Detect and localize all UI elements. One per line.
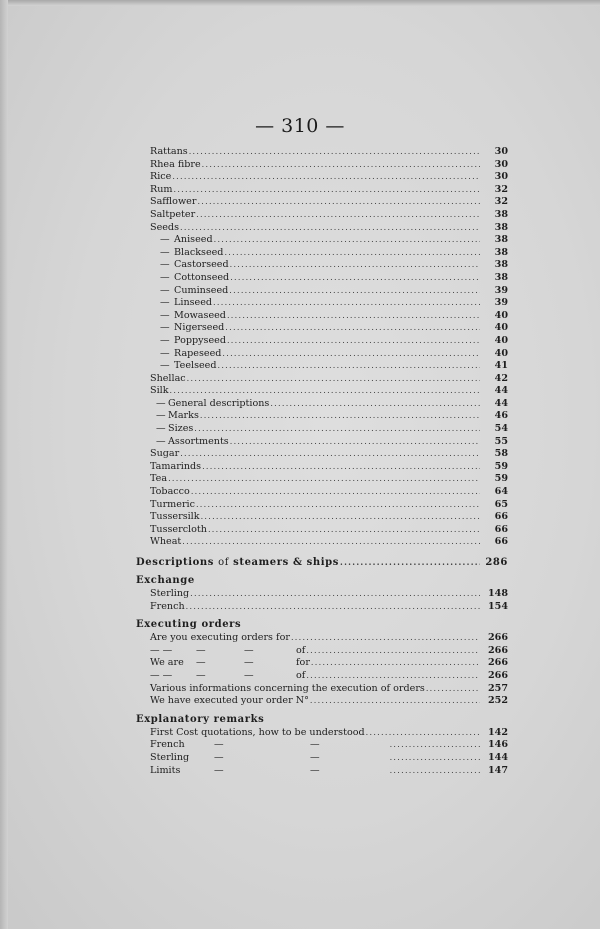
leader-dots <box>390 739 480 752</box>
leader-dots <box>214 234 480 247</box>
leader-dots <box>291 632 480 645</box>
entry-label: Wheat <box>150 536 182 548</box>
leader-dots <box>168 473 480 486</box>
index-entry <box>150 146 508 159</box>
leader-dots <box>270 398 480 411</box>
entry-page: 38 <box>494 221 508 233</box>
entry-label-bold: Descriptions <box>136 557 215 568</box>
index-entry <box>150 222 508 235</box>
entry-page: 266 <box>487 644 508 656</box>
entry-page: 46 <box>494 410 508 422</box>
entry-label: Linseed <box>174 297 213 309</box>
ditto-dash: — <box>310 751 320 763</box>
entry-label: French <box>150 600 185 612</box>
entry-label: First Cost quotations, how to be understood <box>150 726 365 738</box>
leader-dots <box>230 272 480 285</box>
index-list <box>136 146 508 777</box>
entry-label: Sugar <box>150 448 180 460</box>
leader-dots <box>202 461 480 474</box>
ditto-dash: — <box>160 234 170 246</box>
entry-page: 38 <box>494 208 508 220</box>
leader-dots <box>227 335 480 348</box>
entry-page: 40 <box>494 347 508 359</box>
entry-label: Tea <box>150 473 168 485</box>
leader-dots <box>180 448 480 461</box>
entry-page: 252 <box>487 695 508 707</box>
index-entry <box>150 322 508 335</box>
index-entry <box>150 360 508 373</box>
ditto-dash: — <box>150 669 160 681</box>
leader-dots <box>222 348 480 361</box>
entry-page: 147 <box>487 764 508 776</box>
index-entry <box>150 752 508 765</box>
index-entry <box>150 410 508 423</box>
entry-label: Rice <box>150 171 172 183</box>
ditto-dash: — <box>160 246 170 258</box>
ditto-dash: — <box>162 669 173 681</box>
leader-dots <box>227 310 480 323</box>
leader-dots <box>390 752 480 765</box>
entry-label: Seeds <box>150 221 179 233</box>
index-entry <box>150 196 508 209</box>
entry-label: Various informations concerning the execution of orders <box>150 682 425 694</box>
entry-label-mid: of <box>218 557 230 568</box>
entry-page: 59 <box>494 473 508 485</box>
leader-dots <box>174 184 481 197</box>
leader-dots <box>426 683 480 696</box>
leader-dots <box>191 486 480 499</box>
index-entry <box>150 486 508 499</box>
index-entry <box>150 739 508 752</box>
entry-label: Marks <box>168 410 199 422</box>
leader-dots <box>208 524 480 537</box>
entry-page: 154 <box>487 600 508 612</box>
entry-label: Rapeseed <box>174 347 222 359</box>
leader-dots <box>172 171 480 184</box>
entry-page: 148 <box>487 588 508 599</box>
leader-dots <box>229 285 480 298</box>
index-entry <box>150 348 508 361</box>
entry-page: 38 <box>494 246 508 258</box>
index-entry <box>150 727 508 740</box>
leader-dots <box>366 727 480 740</box>
ditto-dash: — <box>156 397 166 409</box>
index-entry <box>150 536 508 549</box>
leader-dots <box>310 695 480 708</box>
ditto-dash: — <box>244 644 254 656</box>
leader-dots <box>224 247 480 260</box>
index-entry <box>150 398 508 411</box>
entry-label: Limits <box>150 764 181 776</box>
entry-label: Are you executing orders for <box>150 632 290 644</box>
ditto-dash: — <box>310 739 320 751</box>
index-entry <box>150 423 508 436</box>
ditto-dash: — <box>244 657 254 669</box>
ditto-dash: — <box>156 410 166 422</box>
leader-dots <box>230 259 480 272</box>
section-heading-exchange: Exchange <box>136 575 195 586</box>
entry-page: 66 <box>494 511 508 523</box>
section-heading-executing-orders: Executing orders <box>136 619 242 631</box>
index-entry <box>150 511 508 524</box>
page-number: — 310 — <box>255 115 345 137</box>
entry-label: of <box>296 669 306 681</box>
index-entry <box>150 335 508 348</box>
entry-page: 41 <box>494 360 508 372</box>
index-entry-descriptions <box>136 555 508 569</box>
entry-label: Safflower <box>150 196 197 208</box>
leader-dots <box>194 423 480 436</box>
index-entry <box>150 645 508 658</box>
index-entry <box>150 184 508 197</box>
entry-page: 55 <box>494 435 508 447</box>
entry-label: Shellac <box>150 372 186 384</box>
leader-dots <box>225 322 480 335</box>
index-entry <box>150 159 508 172</box>
leader-dots <box>306 670 480 683</box>
index-entry <box>150 247 508 260</box>
ditto-dash: — <box>160 360 170 372</box>
entry-page: 30 <box>494 171 508 183</box>
entry-label: Aniseed <box>174 234 213 246</box>
entry-label: Turmeric <box>150 498 195 510</box>
leader-dots <box>213 297 480 310</box>
ditto-dash: — <box>160 297 170 309</box>
entry-page: 266 <box>487 632 508 644</box>
leader-dots <box>218 360 481 373</box>
ditto-dash: — <box>310 764 320 776</box>
ditto-dash: — <box>160 347 170 359</box>
entry-page: 266 <box>487 657 508 669</box>
section-heading-explanatory-remarks: Explanatory remarks <box>136 713 265 725</box>
entry-page: 32 <box>494 196 508 208</box>
index-entry <box>150 601 508 614</box>
entry-label: Assortments <box>168 435 229 447</box>
leader-dots <box>197 196 480 209</box>
ditto-dash: — <box>214 751 224 763</box>
entry-page: 39 <box>494 284 508 296</box>
entry-label: Tussersilk <box>150 511 200 523</box>
index-entry <box>150 310 508 323</box>
entry-label: for <box>296 657 310 669</box>
entry-page: 64 <box>494 486 508 498</box>
index-entry <box>150 373 508 386</box>
entry-label: Sterling <box>150 588 190 599</box>
index-entry <box>150 683 508 696</box>
index-entry <box>150 524 508 537</box>
ditto-dash: — <box>156 423 166 435</box>
entry-page: 59 <box>494 460 508 472</box>
leader-dots <box>190 588 480 601</box>
entry-page: 266 <box>487 669 508 681</box>
entry-page: 257 <box>487 682 508 694</box>
entry-label: Teelseed <box>174 360 217 372</box>
ditto-dash: — <box>160 334 170 346</box>
leader-dots <box>230 436 480 449</box>
ditto-dash: — <box>196 657 206 669</box>
leader-dots <box>187 373 480 386</box>
index-entry <box>150 657 508 670</box>
entry-page: 40 <box>494 334 508 346</box>
entry-label: Tussercloth <box>150 523 207 535</box>
page-edge-left <box>0 0 8 929</box>
entry-label: Castorseed <box>174 259 229 271</box>
ditto-dash: — <box>162 644 173 656</box>
index-entry <box>150 259 508 272</box>
entry-label: General descriptions <box>168 397 270 409</box>
ditto-dash: — <box>160 309 170 321</box>
index-entry <box>150 473 508 486</box>
index-entry <box>150 695 508 708</box>
entry-label: Sterling <box>150 751 190 763</box>
entry-page: 44 <box>494 385 508 397</box>
entry-label: of <box>296 644 306 656</box>
index-entry <box>150 436 508 449</box>
entry-label: Blackseed <box>174 246 224 258</box>
index-entry <box>150 588 508 601</box>
entry-page: 144 <box>487 751 508 763</box>
entry-page: 38 <box>494 271 508 283</box>
ditto-dash: — <box>244 669 254 681</box>
entry-page: 42 <box>494 372 508 384</box>
ditto-dash: — <box>160 271 170 283</box>
index-entry <box>150 234 508 247</box>
leader-dots <box>186 601 480 614</box>
leader-dots <box>390 765 480 778</box>
leader-dots <box>340 555 480 569</box>
entry-label: Cuminseed <box>174 284 229 296</box>
entry-label: Mowaseed <box>174 309 226 321</box>
leader-dots <box>311 657 480 670</box>
entry-page: 58 <box>494 448 508 460</box>
leader-dots <box>306 645 480 658</box>
leader-dots <box>196 209 480 222</box>
index-entry <box>150 297 508 310</box>
index-entry <box>150 499 508 512</box>
index-entry <box>150 385 508 398</box>
entry-page: 65 <box>494 498 508 510</box>
entry-page: 30 <box>494 158 508 170</box>
ditto-dash: — <box>214 764 224 776</box>
index-entry <box>150 285 508 298</box>
ditto-dash: — <box>160 284 170 296</box>
leader-dots <box>189 146 480 159</box>
entry-label: Saltpeter <box>150 208 196 220</box>
entry-label: We are <box>150 657 184 669</box>
entry-label: Cottonseed <box>174 271 230 283</box>
index-entry <box>150 171 508 184</box>
entry-label: Rhea fibre <box>150 158 201 170</box>
leader-dots <box>182 536 480 549</box>
index-entry <box>150 670 508 683</box>
entry-label: Tobacco <box>150 486 190 498</box>
ditto-dash: — <box>196 644 206 656</box>
ditto-dash: — <box>150 644 160 656</box>
ditto-dash: — <box>160 322 170 334</box>
entry-label: We have executed your order N° <box>150 695 309 707</box>
entry-label: Silk <box>150 385 169 397</box>
entry-page: 286 <box>485 557 508 568</box>
entry-page: 40 <box>494 309 508 321</box>
entry-label: French <box>150 739 185 751</box>
entry-page: 142 <box>487 726 508 738</box>
index-entry <box>150 765 508 778</box>
leader-dots <box>201 511 480 524</box>
leader-dots <box>200 410 480 423</box>
entry-page: 54 <box>494 423 508 435</box>
entry-page: 38 <box>494 234 508 246</box>
leader-dots <box>202 159 480 172</box>
page-edge-top <box>0 0 600 6</box>
entry-page: 39 <box>494 297 508 309</box>
entry-page: 30 <box>494 146 508 157</box>
index-entry <box>150 632 508 645</box>
entry-page: 40 <box>494 322 508 334</box>
index-entry <box>150 272 508 285</box>
entry-label: Rattans <box>150 146 188 157</box>
ditto-dash: — <box>214 739 224 751</box>
entry-page: 66 <box>494 536 508 548</box>
index-entry <box>150 209 508 222</box>
entry-page: 38 <box>494 259 508 271</box>
entry-label: Sizes <box>168 423 194 435</box>
entry-label: Rum <box>150 183 173 195</box>
entry-label: Nigerseed <box>174 322 225 334</box>
entry-label-tail: steamers & ships <box>233 557 339 568</box>
entry-page: 66 <box>494 523 508 535</box>
leader-dots <box>196 499 480 512</box>
entry-page: 32 <box>494 183 508 195</box>
entry-label: Poppyseed <box>174 334 226 346</box>
index-entry <box>150 448 508 461</box>
ditto-dash: — <box>160 259 170 271</box>
entry-label: Tamarinds <box>150 460 202 472</box>
index-entry <box>150 461 508 474</box>
leader-dots <box>180 222 480 235</box>
entry-page: 146 <box>487 739 508 751</box>
ditto-dash: — <box>156 435 166 447</box>
leader-dots <box>170 385 480 398</box>
entry-page: 44 <box>494 397 508 409</box>
ditto-dash: — <box>196 669 206 681</box>
